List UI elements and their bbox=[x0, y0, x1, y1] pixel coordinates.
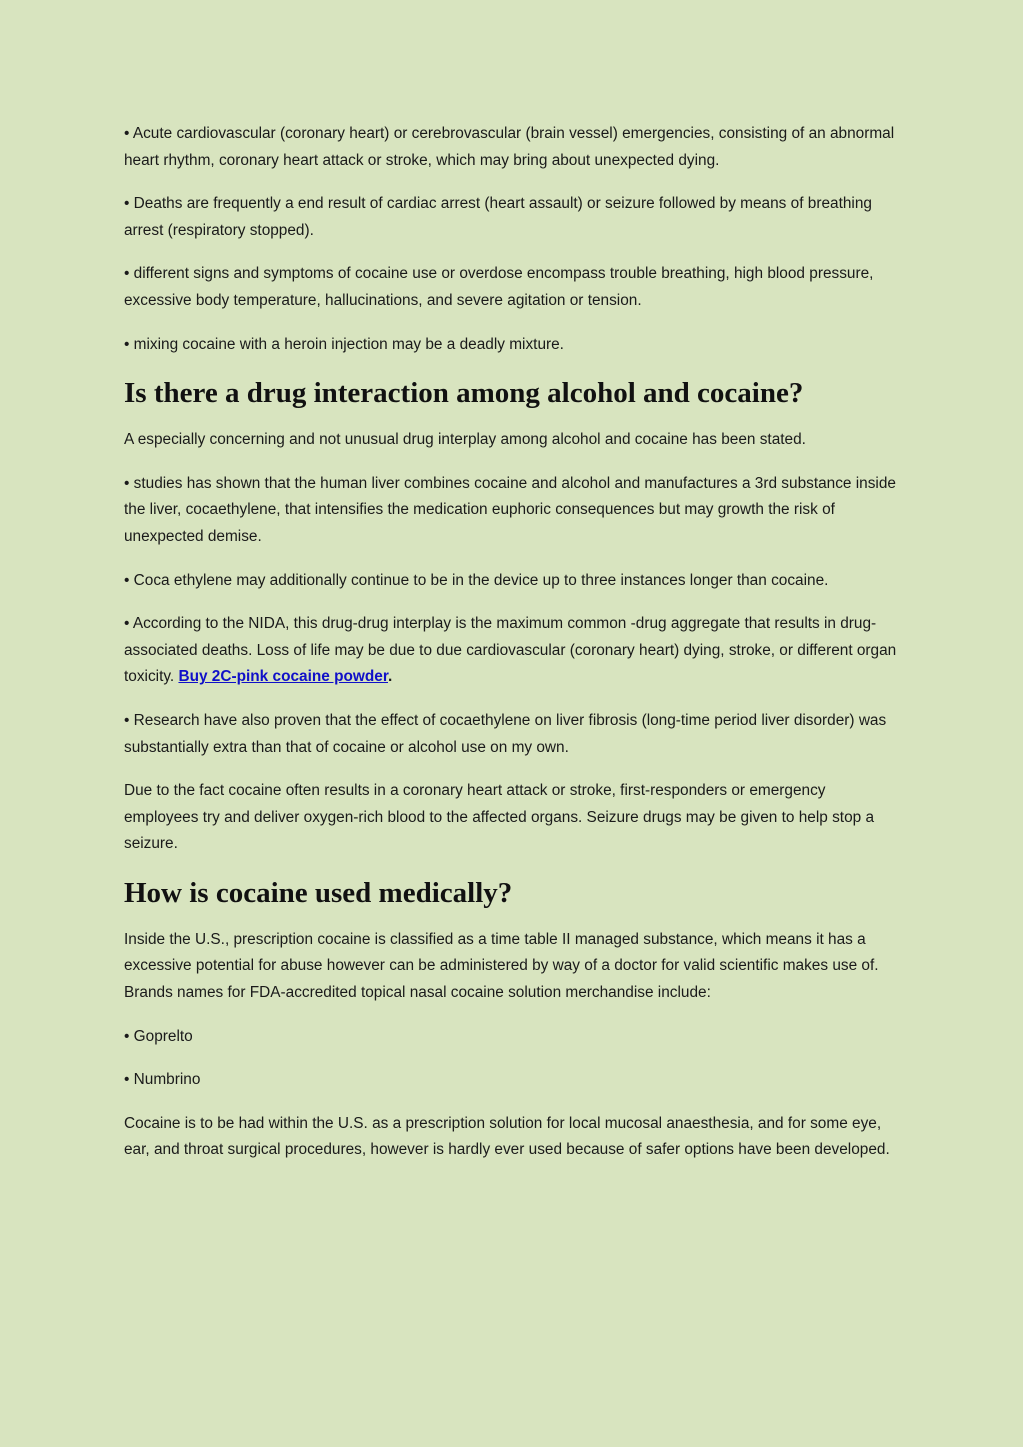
paragraph-first-responders: Due to the fact cocaine often results in a coronary heart attack or stroke, first-responders or emergency employees try and deliver oxygen-rich blood to the affected organs. Seizure drugs may be given to help stop a seizure. bbox=[124, 782, 875, 853]
paragraph-availability: Cocaine is to be had within the U.S. as a prescription solution for local mucosal anaesthesia, and for some eye, ear, and throat surgical procedures, however is hardly ever used because of safer options have been developed. bbox=[124, 1114, 890, 1159]
list-item-numbrino: • Numbrino bbox=[124, 1071, 201, 1089]
document-page bbox=[124, 121, 899, 1181]
heading-medical-use: How is cocaine used medically? bbox=[124, 876, 513, 909]
paragraph-signs-symptoms: • different signs and symptoms of cocaine use or overdose encompass trouble breathing, high blood pressure, excessive body temperature, hallucinations, and severe agitation or tension. bbox=[124, 265, 874, 309]
paragraph-interaction-intro: A especially concerning and not unusual drug interplay among alcohol and cocaine has been stated. bbox=[124, 431, 806, 449]
buy-link[interactable]: Buy 2C-pink cocaine powder bbox=[178, 668, 388, 686]
paragraph-liver-studies: • studies has shown that the human liver combines cocaine and alcohol and manufactures a 3rd substance inside the liver, cocaethylene, that intensifies the medication euphoric consequences but may growth the risk of unexpected demise. bbox=[124, 474, 896, 545]
paragraph-nida bbox=[124, 611, 899, 691]
heading-drug-interaction: Is there a drug interaction among alcohol and cocaine? bbox=[124, 377, 804, 410]
paragraph-cardiovascular-emergencies: • Acute cardiovascular (coronary heart) or cerebrovascular (brain vessel) emergencies, consisting of an abnormal heart rhythm, coronary heart attack or stroke, which may bring about unexpected dying. bbox=[124, 125, 895, 169]
paragraph-deaths: • Deaths are frequently a end result of cardiac arrest (heart assault) or seizure followed by means of breathing arrest (respiratory stopped). bbox=[124, 195, 872, 239]
paragraph-heroin-mixing: • mixing cocaine with a heroin injection may be a deadly mixture. bbox=[124, 335, 564, 353]
paragraph-nida-period: . bbox=[388, 668, 393, 686]
list-item-goprelto: • Goprelto bbox=[124, 1027, 193, 1045]
paragraph-liver-fibrosis: • Research have also proven that the effect of cocaethylene on liver fibrosis (long-time period liver disorder) was substantially extra than that of cocaine or alcohol use on my own. bbox=[124, 711, 887, 756]
paragraph-nida-text: • According to the NIDA, this drug-drug interplay is the maximum common -drug aggregate that results in drug-associated deaths. Loss of life may be due to due cardiovascular (coronary heart) dying, stroke, or different organ toxicity. bbox=[124, 615, 897, 686]
paragraph-prescription: Inside the U.S., prescription cocaine is classified as a time table II managed substance, which means it has a excessive potential for abuse however can be administered by way of a doctor for valid scientific makes use of. Brands names for FDA-accredited topical nasal cocaine solution merchandise include: bbox=[124, 930, 879, 1002]
paragraph-coca-ethylene: • Coca ethylene may additionally continue to be in the device up to three instances longer than cocaine. bbox=[124, 571, 829, 589]
